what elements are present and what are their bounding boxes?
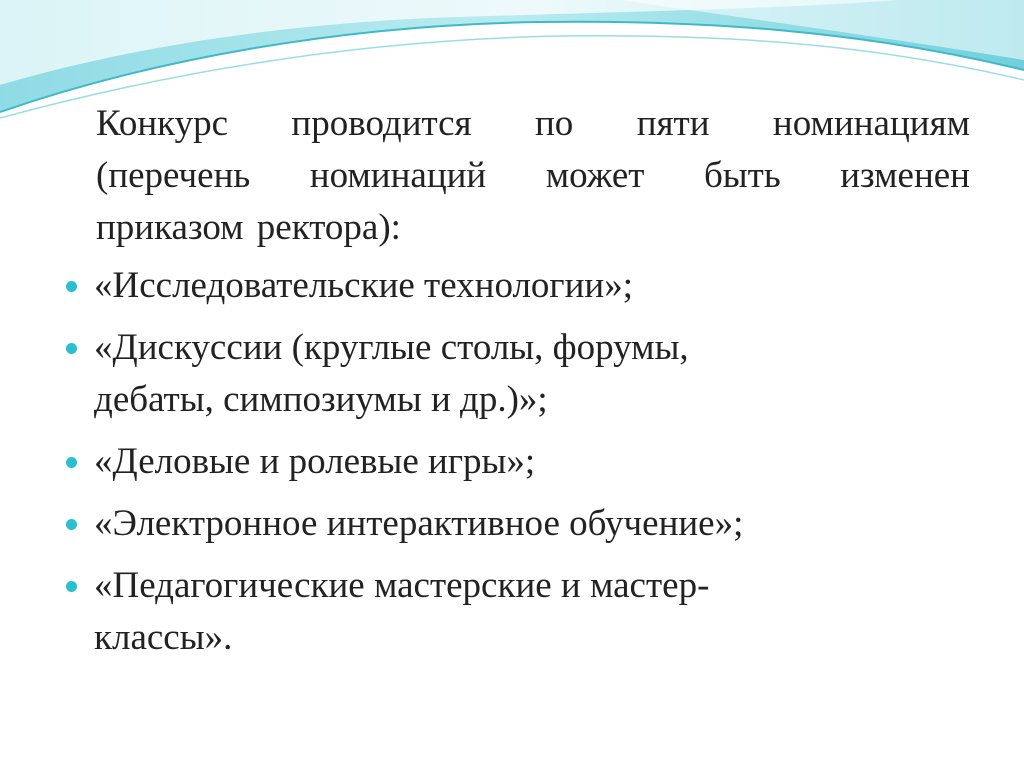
nominations-list — [60, 260, 970, 664]
intro-line: (перечень номинаций может быть изменен — [96, 155, 970, 196]
list-item — [60, 498, 970, 550]
list-item-text: классы». — [94, 617, 233, 658]
slide-body — [60, 98, 970, 674]
list-item-text: «Электронное интерактивное обучение»; — [94, 503, 744, 544]
bullet-dot-icon — [66, 519, 77, 530]
intro-line: Конкурс проводится по пяти номинациям — [96, 103, 970, 144]
list-item — [60, 436, 970, 488]
list-item-text: «Дискуссии (круглые столы, форумы, — [94, 327, 689, 368]
list-item-text: «Исследовательские технологии»; — [94, 265, 633, 306]
bullet-dot-icon — [66, 581, 77, 592]
bullet-dot-icon — [66, 281, 77, 292]
intro-paragraph — [60, 98, 970, 254]
list-item — [60, 560, 970, 664]
bullet-dot-icon — [66, 343, 77, 354]
list-item — [60, 322, 970, 426]
intro-line: приказом ректора): — [96, 207, 401, 248]
list-item-text: «Педагогические мастерские и мастер- — [94, 565, 710, 606]
bullet-dot-icon — [66, 457, 77, 468]
list-item-text: «Деловые и ролевые игры»; — [94, 441, 536, 482]
list-item — [60, 260, 970, 312]
list-item-text: дебаты, симпозиумы и др.)»; — [94, 379, 548, 420]
